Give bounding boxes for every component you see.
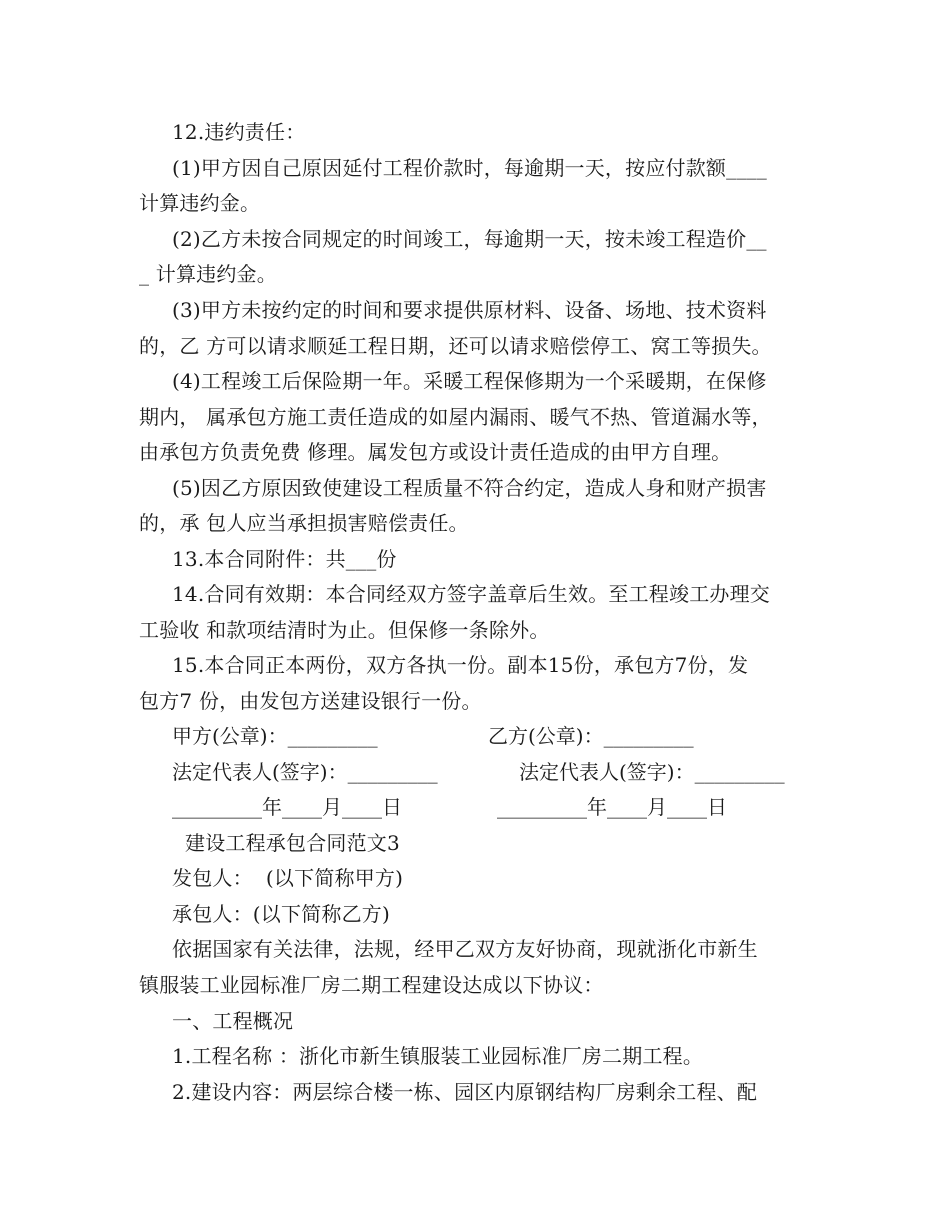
clause-12-2-line-1: (2)乙方未按合同规定的时间竣工，每逾期一天，按未竣工程造价__ <box>172 227 767 251</box>
party-b-date: _________年____月____日 <box>497 795 727 819</box>
party-a-representative: 法定代表人(签字)：_________ <box>172 760 438 784</box>
employer-line: 发包人： (以下简称甲方) <box>172 866 404 890</box>
party-a-seal: 甲方(公章)：_________ <box>172 724 378 748</box>
clause-12-2-line-2: _ 计算违约金。 <box>139 262 277 286</box>
heading-project-overview: 一、工程概况 <box>172 1009 294 1033</box>
clause-12-1-line-1: (1)甲方因自己原因延付工程价款时，每逾期一天，按应付款额____ <box>172 156 767 180</box>
clause-12-4-line-3: 由承包方负责免费 修理。属发包方或设计责任造成的由甲方自理。 <box>139 440 732 464</box>
intro-line-2: 镇服装工业园标准厂房二期工程建设达成以下协议： <box>139 973 604 997</box>
clause-12-3-line-2: 的，乙 方可以请求顺延工程日期，还可以请求赔偿停工、窝工等损失。 <box>139 334 772 358</box>
clause-12-5-line-2: 的，承 包人应当承担损害赔偿责任。 <box>139 511 469 535</box>
party-a-date: _________年____月____日 <box>172 795 402 819</box>
clause-12-4-line-2: 期内， 属承包方施工责任造成的如屋内漏雨、暖气不热、管道漏水等， <box>139 405 772 429</box>
clause-12-heading: 12.违约责任： <box>172 120 306 144</box>
intro-line-1: 依据国家有关法律，法规，经甲乙双方友好协商，现就浙化市新生 <box>172 937 758 961</box>
clause-12-5-line-1: (5)因乙方原因致使建设工程质量不符合约定，造成人身和财产损害 <box>172 476 767 500</box>
clause-15-line-1: 15.本合同正本两份，双方各执一份。副本15份，承包方7份，发 <box>172 653 749 677</box>
clause-15-line-2: 包方7 份，由发包方送建设银行一份。 <box>139 689 482 713</box>
party-b-seal: 乙方(公章)：_________ <box>488 724 694 748</box>
clause-12-1-line-2: 计算违约金。 <box>139 191 261 215</box>
clause-13: 13.本合同附件：共___份 <box>172 547 397 571</box>
clause-12-4-line-1: (4)工程竣工后保险期一年。采暖工程保修期为一个采暖期，在保修 <box>172 369 767 393</box>
contractor-line: 承包人：(以下简称乙方) <box>172 902 391 926</box>
clause-12-3-line-1: (3)甲方未按约定的时间和要求提供原材料、设备、场地、技术资料 <box>172 298 767 322</box>
item-construction-content: 2.建设内容：两层综合楼一栋、园区内原钢结构厂房剩余工程、配 <box>172 1080 758 1104</box>
party-b-representative: 法定代表人(签字)：_________ <box>519 760 785 784</box>
clause-14-line-1: 14.合同有效期：本合同经双方签字盖章后生效。至工程竣工办理交 <box>172 582 771 606</box>
item-project-name: 1.工程名称 ：浙化市新生镇服装工业园标准厂房二期工程。 <box>172 1044 704 1068</box>
clause-14-line-2: 工验收 和款项结清时为止。但保修一条除外。 <box>139 618 550 642</box>
section-3-title: 建设工程承包合同范文3 <box>185 831 400 855</box>
